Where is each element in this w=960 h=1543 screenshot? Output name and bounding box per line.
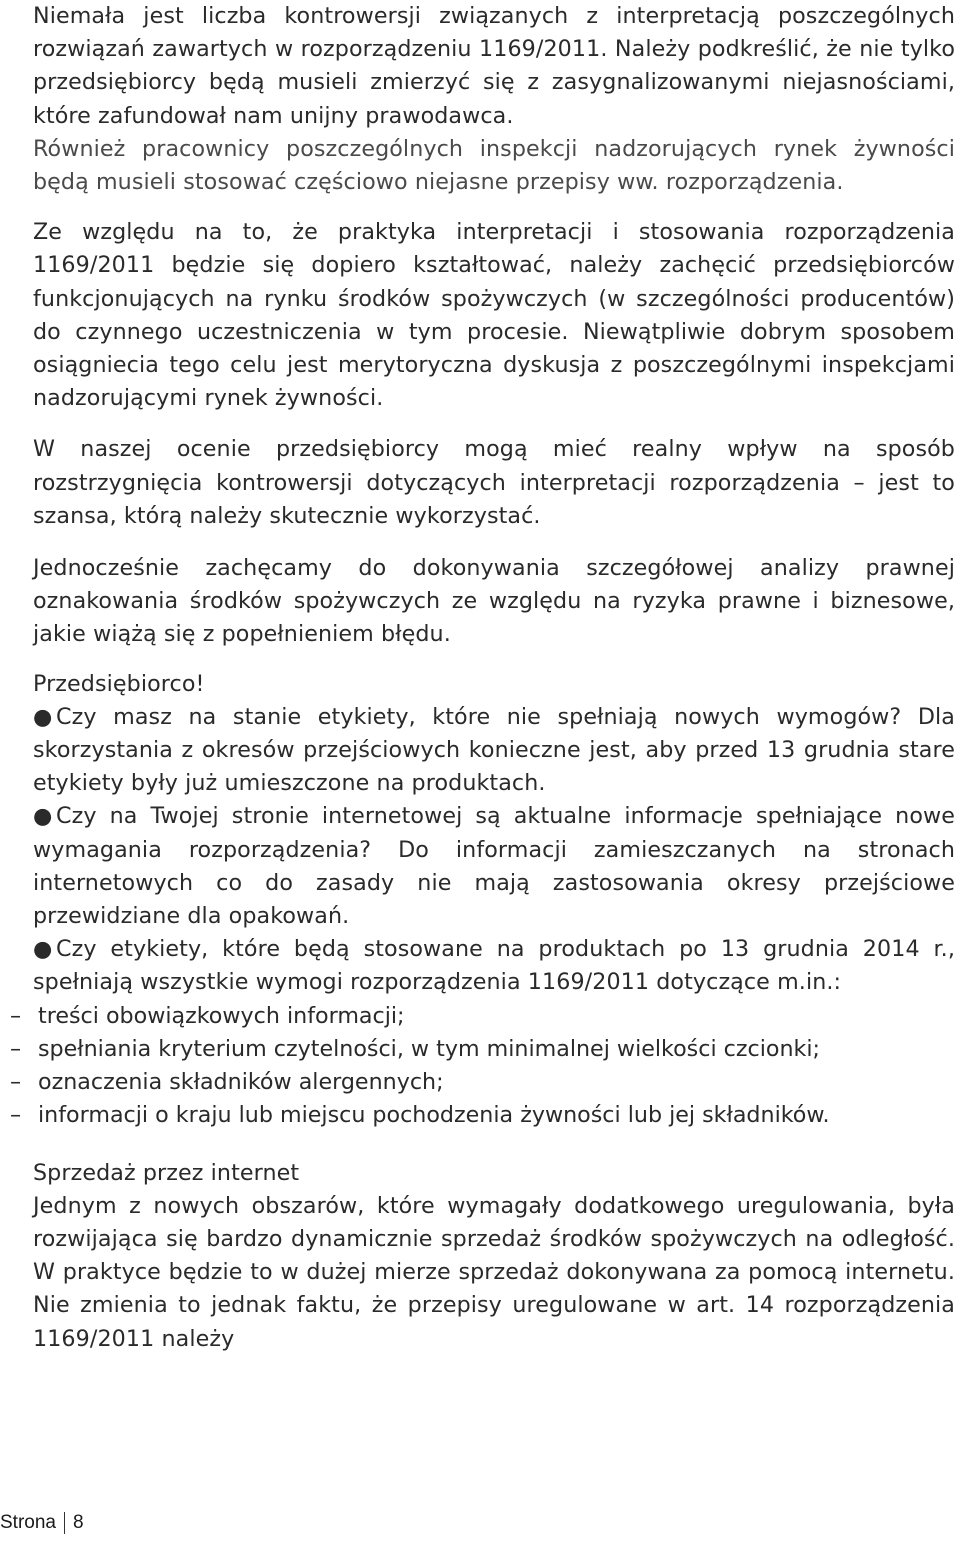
bullet-icon: ● <box>33 936 53 963</box>
list-item-text: oznaczenia składników alergennych; <box>38 1069 444 1096</box>
page-footer <box>0 1512 84 1534</box>
list-item <box>10 1066 932 1099</box>
list-item-text: treści obowiązkowych informacji; <box>38 1002 405 1029</box>
list-item-text: spełniania kryterium czytelności, w tym minimalnej wielkości czcionki; <box>38 1035 820 1062</box>
paragraph-encouragement: Jednocześnie zachęcamy do dokonywania szczegółowej analizy prawnej oznakowania środków spożywczych ze względu na ryzyka prawne i biznesowe, jakie wiążą się z popełnieniem błędu. <box>33 555 955 648</box>
footer-label: Strona <box>0 1512 56 1534</box>
list-item <box>10 1000 932 1033</box>
dash-icon: – <box>10 1102 22 1129</box>
footer-divider <box>64 1512 65 1534</box>
question-text: Czy etykiety, które będą stosowane na produktach po 13 grudnia 2014 r., spełniają wszystkie wymogi rozporządzenia 1169/2011 dotyczące m.in.: <box>33 936 955 996</box>
list-item <box>10 1099 932 1132</box>
paragraph-internet-sales: Jednym z nowych obszarów, które wymagały dodatkowego uregulowania, była rozwijająca się bardzo dynamicznie sprzedaż środków spożywczych na odległość. W praktyce będzie to w dużej mierze sprzedaż dokonywana za pomocą internetu. Nie zmienia to jednak faktu, że przepisy uregulowane w art. 14 rozporządzenia 1169/2011 należy <box>33 1192 955 1352</box>
list-item <box>10 1033 932 1066</box>
bullet-icon: ● <box>33 803 53 830</box>
dash-icon: – <box>10 1069 22 1096</box>
question-text: Czy masz na stanie etykiety, które nie spełniają nowych wymogów? Dla skorzystania z okresów przejściowych konieczne jest, aby przed 13 grudnia stare etykiety były już umieszczone na produktach. <box>33 703 955 797</box>
paragraph-controversies: Niemała jest liczba kontrowersji związanych z interpretacją poszczególnych rozwiązań zawartych w rozporządzeniu 1169/2011. Należy podkreślić, że nie tylko przedsiębiorcy będą musieli zmierzyć się z zasygnalizowanymi niejasnościami, które zafundował nam unijny prawodawca. <box>33 3 955 129</box>
page-number: 8 <box>72 1512 84 1534</box>
question-item <box>33 933 955 999</box>
document-body <box>10 0 955 1356</box>
paragraph-assessment: W naszej ocenie przedsiębiorcy mogą mieć realny wpływ na sposób rozstrzygnięcia kontrowersji dotyczących interpretacji rozporządzenia – jest to szansa, którą należy skutecznie wykorzystać. <box>33 436 955 529</box>
entrepreneur-heading: Przedsiębiorco! <box>33 670 205 697</box>
list-item-text: informacji o kraju lub miejscu pochodzenia żywności lub jej składników. <box>38 1102 830 1129</box>
question-item <box>33 800 955 933</box>
question-text: Czy na Twojej stronie internetowej są aktualne informacje spełniające nowe wymagania rozporządzenia? Do informacji zamieszczanych na stronach internetowych co do zasady nie mają zastosowania okresy przejściowe przewidziane dla opakowań. <box>33 803 955 930</box>
question-item <box>33 701 955 801</box>
requirements-list <box>10 1000 932 1133</box>
paragraph-inspections: Również pracownicy poszczególnych inspekcji nadzorujących rynek żywności będą musieli stosować częściowo niejasne przepisy ww. rozporządzenia. <box>33 135 955 196</box>
bullet-icon: ● <box>33 703 53 730</box>
paragraph-practice: Ze względu na to, że praktyka interpretacji i stosowania rozporządzenia 1169/2011 będzie się dopiero kształtować, należy zachęcić przedsiębiorców funkcjonujących na rynku środków spożywczych (w szczególności producentów) do czynnego uczestniczenia w tym procesie. Niewątpliwie dobrym sposobem osiągniecia tego celu jest merytoryczna dyskusja z poszczególnymi inspekcjami nadzorującymi rynek żywności. <box>33 219 955 412</box>
section-heading-internet: Sprzedaż przez internet <box>33 1159 300 1186</box>
dash-icon: – <box>10 1035 22 1062</box>
dash-icon: – <box>10 1002 22 1029</box>
